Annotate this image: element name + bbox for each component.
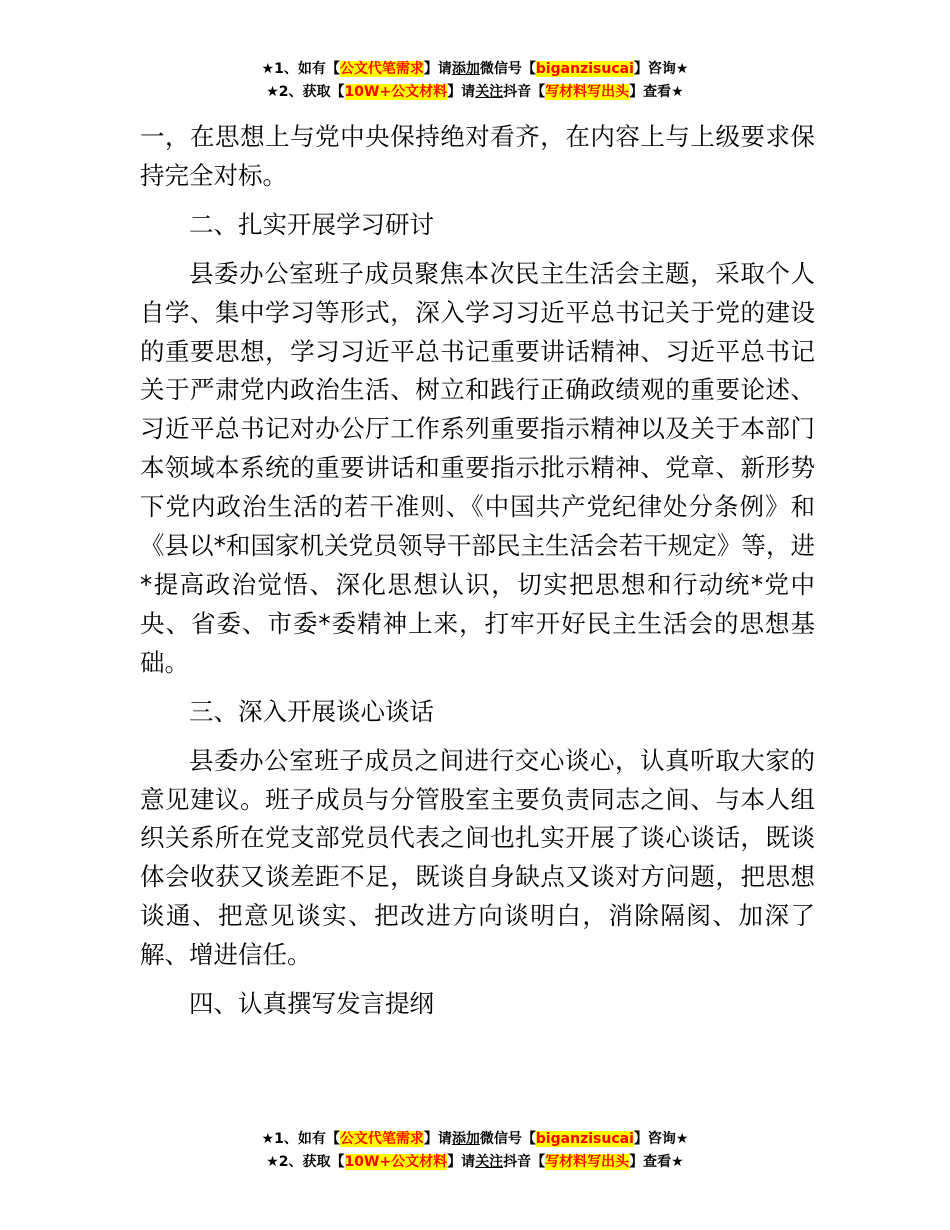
banner-text: ★1、如有【 <box>261 61 340 77</box>
highlight-wechat-id: biganzisucai <box>535 61 634 77</box>
banner-text: ★2、获取【 <box>266 1154 345 1170</box>
banner-line-1 <box>0 58 950 81</box>
highlight-service: 公文代笔需求 <box>339 1131 424 1147</box>
footer-banner <box>0 1128 950 1174</box>
paragraph-3: 县委办公室班子成员之间进行交心谈心，认真听取大家的意见建议。班子成员与分管股室主要负责同志之间、与本人组织关系所在党支部党员代表之间也扎实开展了谈心谈话，既谈体会收获又谈差距不足，既谈自身缺点又谈对方问题，把思想谈通、把意见谈实、把改进方向谈明白，消除隔阂、加深了解、增进信任。 <box>140 745 815 970</box>
banner-emphasis: 关注 <box>475 1154 504 1170</box>
section-heading-2: 二、扎实开展学习研讨 <box>189 209 434 239</box>
banner-text: 】咨询★ <box>633 61 689 77</box>
header-banner <box>0 58 950 104</box>
banner-text: 】咨询★ <box>633 1131 689 1147</box>
banner-text: ★1、如有【 <box>261 1131 340 1147</box>
banner-text: 】请 <box>447 84 476 100</box>
document-body <box>140 118 815 1024</box>
highlight-service: 公文代笔需求 <box>339 61 424 77</box>
banner-text: 抖音【 <box>503 84 546 100</box>
banner-text: 】请 <box>447 1154 476 1170</box>
section-heading-3: 三、深入开展谈心谈话 <box>189 696 434 726</box>
banner-text: 】查看★ <box>629 1154 684 1170</box>
banner-line-2 <box>0 81 950 104</box>
highlight-douyin-id: 写材料写出头 <box>545 84 630 100</box>
banner-line-2 <box>0 1151 950 1174</box>
highlight-materials: 10W+公文材料 <box>344 84 448 100</box>
banner-text: 微信号【 <box>479 1131 536 1147</box>
highlight-wechat-id: biganzisucai <box>535 1131 634 1147</box>
paragraph-1: 一，在思想上与党中央保持绝对看齐，在内容上与上级要求保持完全对标。 <box>140 122 815 190</box>
banner-text: 抖音【 <box>503 1154 546 1170</box>
paragraph-2: 县委办公室班子成员聚焦本次民主生活会主题，采取个人自学、集中学习等形式，深入学习习近平总书记关于党的建设的重要思想，学习习近平总书记重要讲话精神、习近平总书记关于严肃党内政治生活、树立和践行正确政绩观的重要论述、习近平总书记对办公厅工作系列重要指示精神以及关于本部门本领域本系统的重要讲话和重要指示批示精神、党章、新形势下党内政治生活的若干准则、《中国共产党纪律处分条例》和《县以*和国家机关党员领导干部民主生活会若干规定》等，进*提高政治觉悟、深化思想认识，切实把思想和行动统*党中央、省委、市委*委精神上来，打牢开好民主生活会的思想基础。 <box>140 258 815 677</box>
banner-text: ★2、获取【 <box>266 84 345 100</box>
section-heading-4: 四、认真撰写发言提纲 <box>189 989 434 1019</box>
banner-emphasis: 关注 <box>475 84 504 100</box>
banner-text: 】查看★ <box>629 84 684 100</box>
highlight-douyin-id: 写材料写出头 <box>545 1154 630 1170</box>
banner-emphasis: 添加 <box>451 61 480 77</box>
banner-line-1 <box>0 1128 950 1151</box>
banner-text: 微信号【 <box>479 61 536 77</box>
highlight-materials: 10W+公文材料 <box>344 1154 448 1170</box>
banner-emphasis: 添加 <box>451 1131 480 1147</box>
banner-text: 】请 <box>423 1131 452 1147</box>
banner-text: 】请 <box>423 61 452 77</box>
